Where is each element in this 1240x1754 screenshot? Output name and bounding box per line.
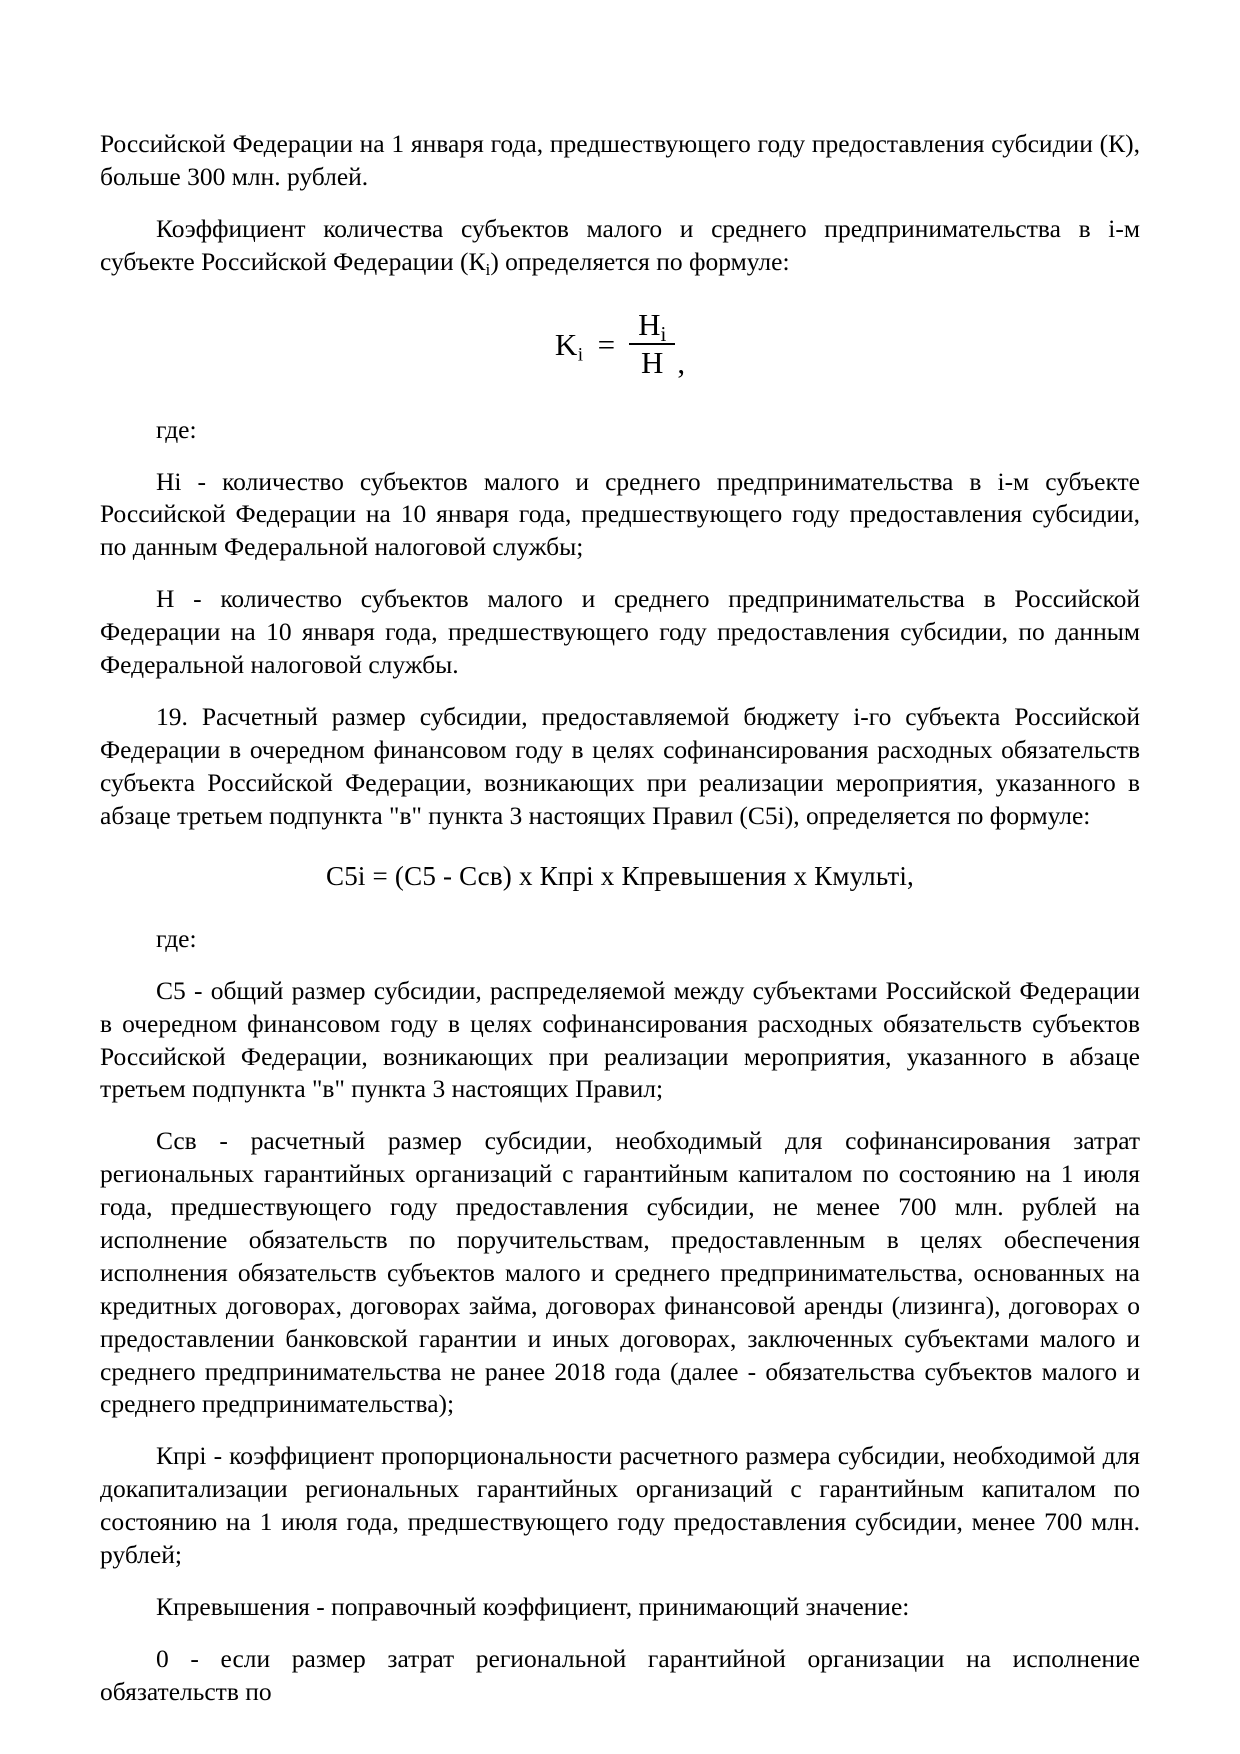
paragraph-coefficient-definition: Коэффициент количества субъектов малого и среднего предпринимательства в i-м субъекте Российской Федерации $(К_i)$ определяется по формуле: [100, 213, 1140, 279]
page-content [100, 128, 1140, 1709]
label-where-1: где: [156, 414, 197, 444]
formula-k-i-row [554, 306, 686, 381]
formula-equals-sign: = [597, 326, 616, 362]
paragraph-zero-condition: 0 - если размер затрат региональной гарантийной организации на исполнение обязательств по [100, 1643, 1140, 1706]
label-where-2: где: [156, 923, 197, 953]
paragraph-h-i-definition: Нi - количество субъектов малого и среднего предпринимательства в i-м субъекте Российской Федерации на 10 января года, предшествующего году предоставления субсидии, по данным Федеральной налоговой службы; [100, 466, 1140, 562]
formula-k-i-fraction [100, 306, 1140, 381]
formula-fraction-group [629, 306, 675, 381]
paragraph-c5-definition: С5 - общий размер субсидии, распределяемой между субъектами Российской Федерации в очередном финансовом году в целях софинансирования расходных обязательств субъектов Российской Федерации, возникающих при реализации мероприятия, указанного в абзаце третьем подпункта "в" пункта 3 настоящих Правил; [100, 975, 1140, 1104]
formula-k-left-term: $K_i$ [554, 326, 584, 365]
paragraph-item-19: 19. Расчетный размер субсидии, предоставляемой бюджету i-го субъекта Российской Федерации в очередном финансовом году в целях софинансирования расходных обязательств субъекта Российской Федерации, возникающих при реализации мероприятия, указанного в абзаце третьем подпункта "в" пункта 3 настоящих Правил (С5i), определяется по формуле: [100, 701, 1140, 830]
paragraph-intro: Российской Федерации на 1 января года, предшествующего году предоставления субсидии (К), больше 300 млн. рублей. [100, 129, 1140, 191]
paragraph-kpri-definition: Кпрi - коэффициент пропорциональности расчетного размера субсидии, необходимой для докапитализации региональных гарантийных организаций с гарантийным капиталом по состоянию на 1 июля года, предшествующего году предоставления субсидии, менее 700 млн. рублей; [100, 1441, 1140, 1569]
formula-trailing-comma: , [677, 344, 686, 380]
formula-denominator: H [641, 345, 664, 381]
formula-numerator: $H_i$ [638, 306, 667, 346]
paragraph-h-definition: Н - количество субъектов малого и среднего предпринимательства в Российской Федерации на 10 января года, предшествующего году предоставления субсидии, по данным Федеральной налоговой службы. [100, 584, 1140, 679]
formula-c5i: С5i = (С5 - Ссв) х Кпрi х Кпревышения х Кмультi, [326, 861, 914, 892]
paragraph-kprevysheniya-definition: Кпревышения - поправочный коэффициент, принимающий значение: [156, 1591, 910, 1621]
paragraph-csv-definition: Ссв - расчетный размер субсидии, необходимый для софинансирования затрат региональных гарантийных организаций с гарантийным капиталом по состоянию на 1 июля года, предшествующего году предоставления субсидии, не менее 700 млн. рублей на исполнение обязательств по поручительствам, предоставленным в целях обеспечения исполнения обязательств субъектов малого и среднего предпринимательства, основанных на кредитных договорах, договорах займа, договорах финансовой аренды (лизинга), договорах о предоставлении банковской гарантии и иных договорах, заключенных субъектами малого и среднего предпринимательства не ранее 2018 года (далее - обязательства субъектов малого и среднего предпринимательства); [100, 1126, 1140, 1419]
